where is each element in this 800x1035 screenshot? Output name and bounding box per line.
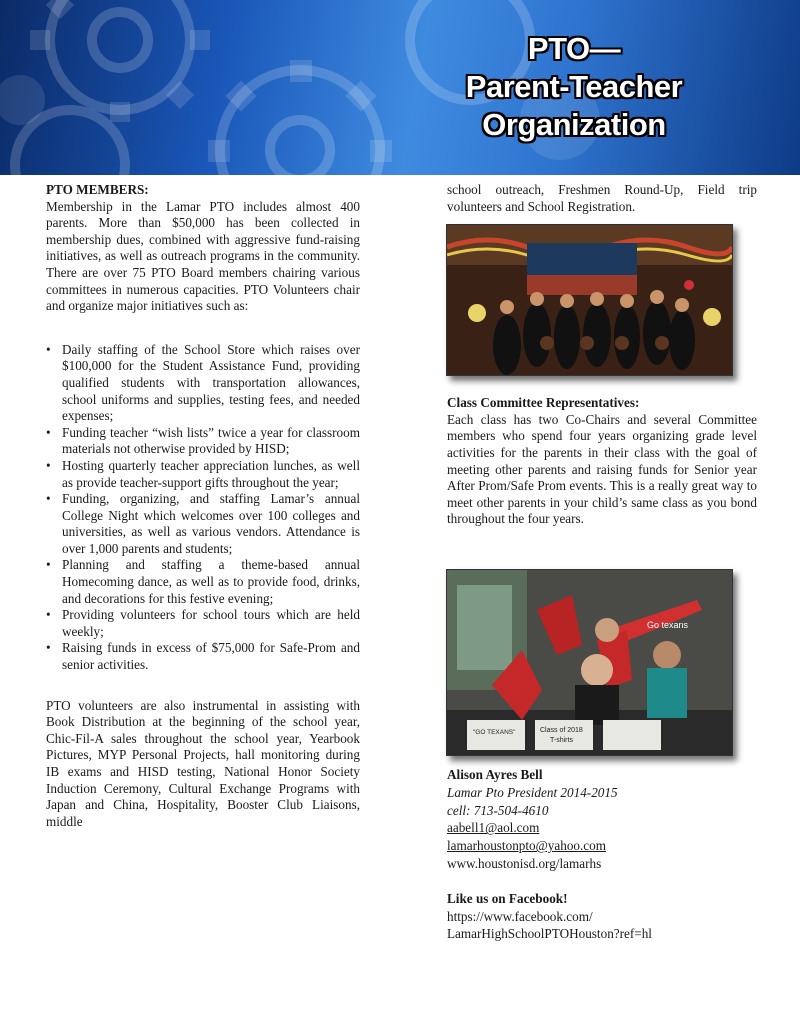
spacer bbox=[46, 315, 360, 332]
class-committee-heading: Class Committee Representatives: bbox=[447, 395, 640, 411]
officers-photo-illustration bbox=[447, 570, 732, 755]
list-item: • Planning and staffing a theme-based annual Homecoming dance, as well as to provide food, drinks, and decorations for this festive evening; bbox=[46, 557, 360, 607]
email-link-2[interactable]: lamarhoustonpto@yahoo.com bbox=[447, 838, 607, 854]
sign-go-texans: "GO TEXANS" bbox=[473, 729, 516, 736]
spacer bbox=[46, 332, 360, 342]
volunteers-paragraph: PTO volunteers are also instrumental in assisting with Book Distribution at the beginning of the school year, Chic-Fil-A sales throughout the school year, Yearbook Pictures, MYP Personal Projects, hall monitoring during IB exams and HISD testing, National Honor Society Induction Ceremony, Cultural Exchange Programs with Japan and China, Hospitality, Booster Club Liaisons, middle bbox=[46, 697, 360, 829]
sign-class-of-2018: Class of 2018 bbox=[540, 727, 583, 734]
website-link[interactable]: www.houstonisd.org/lamarhs bbox=[447, 855, 602, 871]
spacer bbox=[46, 674, 360, 698]
title-line-1: PTO— bbox=[527, 31, 621, 66]
page-title bbox=[444, 30, 704, 144]
list-item: • Funding, organizing, and staffing Lamar’s annual College Night which welcomes over 100 colleges and universities, as well as various vendors. Attendance is over 1,000 parents and students; bbox=[46, 491, 360, 557]
facebook-url-line-1[interactable]: https://www.facebook.com/ bbox=[447, 908, 593, 924]
sign-t-shirts: T-shirts bbox=[550, 737, 573, 744]
list-item: • Raising funds in excess of $75,000 for Safe-Prom and senior activities. bbox=[46, 640, 360, 673]
class-committee-paragraph: Each class has two Co-Chairs and several Committee members who spend four years organizing grade level activities for the parents in their class with the goal of meeting other parents and raising funds for Senior year After Prom/Safe Prom events. This is a really great way to meet other parents in your child’s same class as you bond throughout the four years. bbox=[447, 411, 757, 527]
members-paragraph: Membership in the Lamar PTO includes almost 400 parents. More than $50,000 has been collected in membership dues, combined with aggressive fund-raising initiatives, as well as outreach programs in the community. There are over 75 PTO Board members chairing various committees in numerous capacities. PTO Volunteers chair and organize major initiatives such as: bbox=[46, 198, 360, 314]
header-banner bbox=[0, 0, 800, 175]
contact-cell: cell: 713-504-4610 bbox=[447, 802, 549, 818]
list-item: • Daily staffing of the School Store which raises over $100,000 for the Student Assistance Fund, providing qualified students with transportation allowances, school uniforms and supplies, testing fees, and needed expenses; bbox=[46, 342, 360, 425]
members-heading: PTO MEMBERS: bbox=[46, 182, 149, 197]
list-item: • Providing volunteers for school tours which are held weekly; bbox=[46, 607, 360, 640]
title-line-3: Organization bbox=[482, 107, 666, 142]
list-item: • Hosting quarterly teacher appreciation lunches, as well as provide teacher-support gifts throughout the year; bbox=[46, 458, 360, 491]
title-line-2: Parent-Teacher bbox=[465, 69, 683, 104]
contact-title: Lamar Pto President 2014-2015 bbox=[447, 784, 618, 800]
facebook-url-line-2[interactable]: LamarHighSchoolPTOHouston?ref=hl bbox=[447, 926, 652, 942]
go-texans-banner-text: Go texans bbox=[647, 620, 689, 630]
left-column bbox=[46, 182, 360, 830]
list-item: • Funding teacher “wish lists” twice a year for classroom materials not otherwise provided by HISD; bbox=[46, 425, 360, 458]
officers-photo bbox=[446, 569, 733, 756]
initiatives-list bbox=[46, 342, 360, 674]
email-link-1[interactable]: aabell1@aol.com bbox=[447, 820, 540, 836]
group-photo-illustration bbox=[447, 225, 732, 375]
contact-block bbox=[447, 766, 757, 943]
pto-group-photo bbox=[446, 224, 733, 376]
contact-name: Alison Ayres Bell bbox=[447, 767, 543, 782]
facebook-heading: Like us on Facebook! bbox=[447, 890, 568, 906]
continued-paragraph: school outreach, Freshmen Round-Up, Field trip volunteers and School Registration. bbox=[447, 182, 757, 214]
